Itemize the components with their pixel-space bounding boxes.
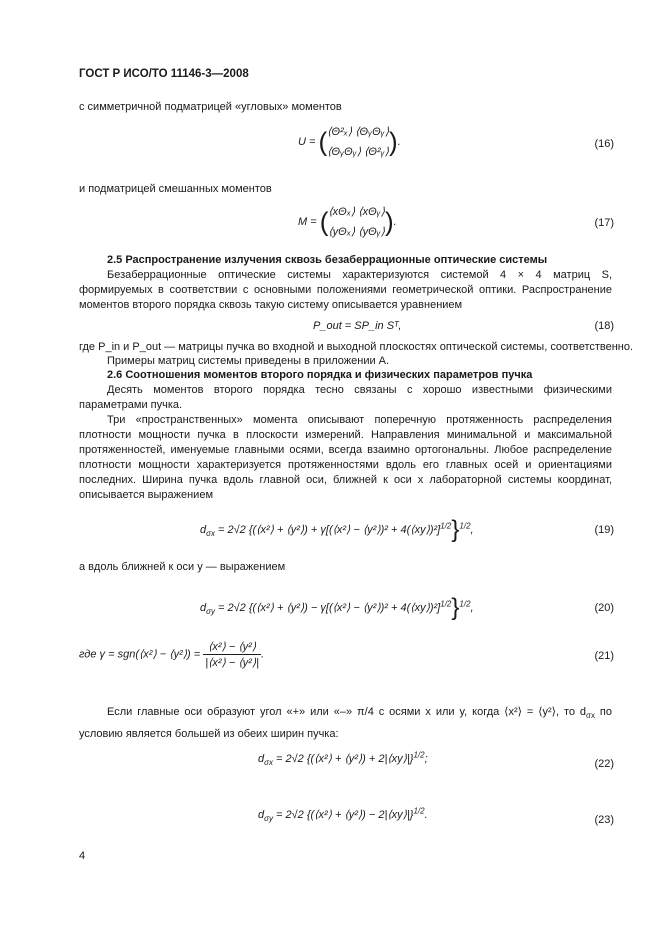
equation-number-18: (18)	[594, 320, 614, 332]
eq17-r1c1: ⟨xΘₓ⟩	[328, 206, 356, 218]
equation-18: P_out = SP_in Sᵀ,	[313, 320, 402, 332]
section-2-5-heading: 2.5 Распространение излучения сквозь безаберрационные оптические системы	[107, 254, 548, 266]
paragraph-appendix-ref: Примеры матриц системы приведены в приложении А.	[107, 355, 390, 367]
document-header: ГОСТ Р ИСО/ТО 11146-3—2008	[79, 68, 249, 80]
equation-number-19: (19)	[594, 524, 614, 536]
equation-number-16: (16)	[594, 138, 614, 150]
equation-23: $d_{\sigma y} = 2√2$ {(⟨x²⟩ + ⟨y²⟩) − 2|⟨xy⟩|}$^{1/2}$.	[258, 806, 428, 824]
eq16-lhs: U =	[298, 135, 316, 148]
equation-number-22: (22)	[594, 758, 614, 770]
eq16-r2c1: ⟨ΘᵧΘᵧ⟩	[327, 146, 362, 158]
section-2-6-heading: 2.6 Соотношения моментов второго порядка и физических параметров пучка	[107, 369, 533, 381]
paragraph-angular-submatrix: с симметричной подматрицей «угловых» моментов	[79, 101, 342, 113]
eq17-lhs: M =	[298, 215, 317, 228]
section-2-6-text-1: Десять моментов второго порядка тесно связаны с хорошо известными физическими параметрами пучка.	[79, 384, 612, 411]
eq17-r2c2: ⟨yΘᵧ⟩	[358, 226, 385, 238]
eq16-r1c2: ⟨ΘᵧΘᵧ⟩	[355, 126, 390, 138]
paragraph-mixed-submatrix: и подматрицей смешанных моментов	[79, 183, 272, 195]
page-number: 4	[79, 850, 86, 862]
equation-20: $d_{\sigma y} = 2√2$ {(⟨x²⟩ + ⟨y²⟩) − γ[(⟨x²⟩ − ⟨y²⟩)² + 4(⟨xy⟩)²]$^{1/2}$}$^{1/2}$,	[200, 594, 474, 621]
paragraph-principal-axes: Если главные оси образуют угол «+» или «–» π/4 с осями x или y, когда ⟨x²⟩ = ⟨y²⟩, то $d_{\sigma x}$ по условию является большей из обеих ширин пучка:	[79, 706, 612, 740]
equation-19: $d_{\sigma x} = 2√2$ {(⟨x²⟩ + ⟨y²⟩) + γ[(⟨x²⟩ − ⟨y²⟩)² + 4(⟨xy⟩)²]$^{1/2}$}$^{1/2}$,	[200, 516, 474, 543]
eq16-r1c1: ⟨Θ²ₓ⟩	[327, 126, 353, 138]
equation-number-23: (23)	[594, 814, 614, 826]
equation-number-21: (21)	[594, 650, 614, 662]
equation-21: где γ = sgn(⟨x²⟩ − ⟨y²⟩) = $\frac{\text{⟨x²⟩ − ⟨y²⟩}}{\text{|⟨x²⟩ − ⟨y²⟩|}}$ .	[79, 641, 265, 669]
eq17-r2c1: ⟨yΘₓ⟩	[328, 226, 356, 238]
eq17-r1c2: ⟨xΘᵧ⟩	[358, 206, 385, 218]
equation-16: U = (⟨Θ²ₓ⟩ ⟨ΘᵧΘᵧ⟩ ⟨ΘᵧΘᵧ⟩ ⟨Θ²ᵧ⟩).	[298, 126, 401, 158]
eq16-r2c2: ⟨Θ²ᵧ⟩	[364, 146, 389, 158]
paragraph-y-axis: а вдоль ближней к оси y — выражением	[79, 561, 286, 573]
section-2-6-text-2: Три «пространственных» момента описывают поперечную протяженность распределения плотности мощности пучка в плоскости измерений. Направления минимальной и максимальной протяженностей, именуемые главными осями, всегда взаимно ортогональны. Любое распределение плотности мощности характеризуется протяженностями вдоль его главных осей и ориентациями последних. Ширина пучка вдоль главной оси, ближней к оси x лабораторной системы координат, описывается выражением	[79, 414, 612, 501]
section-2-5-text: Безаберрационные оптические системы характеризуются системой 4 × 4 матриц S, формируемых в соответствии с основными положениями геометрической оптики. Распространение моментов второго порядка сквозь такую систему описывается уравнением	[79, 269, 612, 311]
equation-22: $d_{\sigma x} = 2√2$ {(⟨x²⟩ + ⟨y²⟩) + 2|⟨xy⟩|}$^{1/2}$;	[258, 750, 428, 768]
equation-number-20: (20)	[594, 602, 614, 614]
equation-number-17: (17)	[594, 217, 614, 229]
paragraph-beam-matrices: где P_in и P_out — матрицы пучка во входной и выходной плоскостях оптической системы, соответственно.	[79, 341, 634, 353]
equation-17: M = (⟨xΘₓ⟩ ⟨xΘᵧ⟩ ⟨yΘₓ⟩ ⟨yΘᵧ⟩).	[298, 206, 397, 238]
